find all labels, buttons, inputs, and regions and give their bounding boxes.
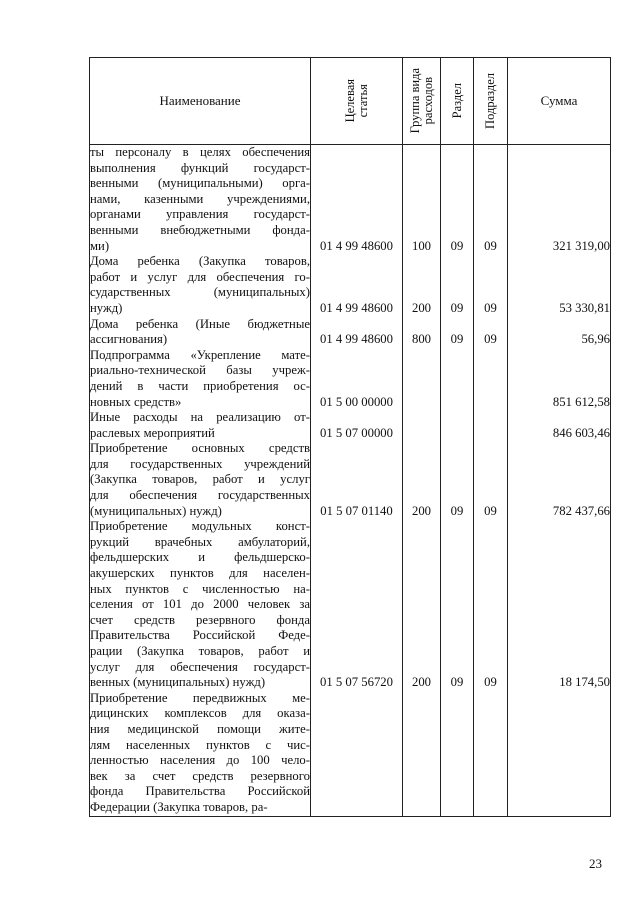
row-name-cell [90, 145, 311, 255]
row-name-cell [90, 348, 311, 410]
row-name-line: венных (муниципальных) нужд) [90, 675, 266, 690]
row-name-line: услуг для обеспечения государст- [90, 659, 310, 674]
row-sum-text: 18 174,50 [559, 675, 610, 690]
row-subsection [474, 145, 508, 255]
row-name-cell [90, 519, 311, 691]
row-expense-group [403, 348, 441, 410]
row-sum [508, 145, 611, 255]
row-subsection [474, 410, 508, 441]
header-expense-group: Группа вида расходов [403, 58, 441, 145]
row-name-line: век за счет средств резервного [90, 768, 310, 783]
row-target-article [311, 410, 403, 441]
row-name-line: для государственных учреждений [90, 456, 310, 471]
row-name-line: ты персоналу в целях обеспечения [90, 145, 310, 159]
row-target-article-text: 01 5 07 01140 [320, 503, 393, 518]
row-section [441, 317, 474, 348]
row-expense-group-text: 100 [411, 238, 432, 253]
row-sum [508, 254, 611, 316]
table-row [90, 254, 611, 316]
row-name-line: лям населенных пунктов с чис- [90, 737, 310, 752]
budget-table [89, 57, 611, 817]
header-sum: Сумма [508, 58, 611, 145]
row-sum [508, 441, 611, 519]
row-expense-group [403, 441, 441, 519]
row-target-article-text: 01 4 99 48600 [320, 238, 393, 253]
header-section: Раздел [441, 58, 474, 145]
row-sum [508, 410, 611, 441]
row-subsection-text: 09 [484, 503, 497, 518]
row-target-article [311, 254, 403, 316]
row-name-line: акушерских пунктов для населен- [90, 566, 310, 581]
row-target-article-text: 01 4 99 48600 [320, 300, 393, 315]
row-target-article-text: 01 5 07 00000 [320, 425, 393, 440]
row-name-line: Дома ребенка (Закупка товаров, [90, 254, 310, 269]
row-section [441, 519, 474, 691]
row-name-line: Приобретение модульных конст- [90, 519, 310, 534]
row-name-line: фельдшерских и фельдшерско- [90, 550, 310, 565]
row-name-line: дицинских комплексов для оказа- [90, 706, 310, 721]
row-name-line: выполнения функций государст- [90, 160, 310, 175]
table-row [90, 519, 611, 691]
row-target-article [311, 691, 403, 816]
header-target-article: Целевая статья [311, 58, 403, 145]
page-number: 23 [589, 856, 602, 871]
row-name-line: сударственных (муниципальных) [90, 285, 310, 300]
row-target-article-text: 01 5 00 00000 [320, 394, 393, 409]
row-subsection-text: 09 [484, 675, 497, 690]
row-name-cell [90, 691, 311, 816]
row-name-line: счет средств резервного фонда [90, 612, 310, 627]
header-subsection: Подраздел [474, 58, 508, 145]
row-expense-group [403, 145, 441, 255]
row-target-article [311, 519, 403, 691]
row-section [441, 348, 474, 410]
row-subsection-text: 09 [484, 332, 497, 347]
row-subsection-text: 09 [484, 238, 497, 253]
row-section-text: 09 [450, 332, 464, 347]
row-name-line: фонда Правительства Российской [90, 784, 310, 799]
row-name-line: венными внебюджетными фонда- [90, 222, 310, 237]
row-name-line: Иные расходы на реализацию от- [90, 410, 310, 425]
row-name-line: селения от 101 до 2000 человек за [90, 597, 310, 612]
row-name-line: работ и услуг для обеспечения го- [90, 269, 310, 284]
table-row [90, 317, 611, 348]
row-section [441, 691, 474, 816]
row-name-line: (Закупка товаров, работ и услуг [90, 472, 310, 487]
row-sum [508, 519, 611, 691]
row-target-article-text: 01 4 99 48600 [320, 332, 393, 347]
row-name-line: (муниципальных) нужд) [90, 503, 222, 518]
row-target-article [311, 145, 403, 255]
row-name-line: венными (муниципальными) орга- [90, 176, 310, 191]
row-expense-group [403, 254, 441, 316]
row-section [441, 441, 474, 519]
row-name-line: ми) [90, 238, 110, 253]
row-sum [508, 317, 611, 348]
row-name-line: раслевых мероприятий [90, 425, 215, 440]
row-sum-text: 851 612,58 [552, 394, 610, 409]
row-name-line: для обеспечения государственных [90, 488, 310, 503]
row-expense-group-text: 200 [411, 300, 432, 315]
row-expense-group [403, 410, 441, 441]
row-sum-text: 321 319,00 [552, 238, 610, 253]
row-name-line: нами, казенными учреждениями, [90, 191, 310, 206]
row-name-line: риально-технической базы учреж- [90, 363, 310, 378]
row-subsection [474, 691, 508, 816]
row-expense-group [403, 317, 441, 348]
row-name-line: ленностью населения до 100 чело- [90, 753, 310, 768]
row-name-line: ных пунктов с численностью на- [90, 581, 310, 596]
row-expense-group-text: 200 [411, 503, 432, 518]
row-sum-text: 782 437,66 [552, 503, 610, 518]
table-row [90, 410, 611, 441]
row-name-line: ассигнования) [90, 332, 168, 347]
row-expense-group [403, 519, 441, 691]
row-subsection [474, 254, 508, 316]
row-name-line: Приобретение передвижных ме- [90, 690, 310, 705]
row-section-text: 09 [450, 300, 464, 315]
row-subsection [474, 317, 508, 348]
row-name-line: рукций врачебных амбулаторий, [90, 534, 310, 549]
row-name-line: органами управления государст- [90, 207, 310, 222]
row-name-line: дений в части приобретения ос- [90, 378, 310, 393]
row-subsection [474, 441, 508, 519]
row-name-line: Приобретение основных средств [90, 441, 310, 456]
row-name-line: ния медицинской помощи жите- [90, 721, 310, 736]
row-name-cell [90, 441, 311, 519]
row-sum [508, 348, 611, 410]
row-name-cell [90, 317, 311, 348]
row-name-cell [90, 254, 311, 316]
row-section-text: 09 [450, 503, 464, 518]
row-expense-group [403, 691, 441, 816]
table-row [90, 145, 611, 255]
row-expense-group-text: 200 [411, 675, 432, 690]
row-target-article [311, 317, 403, 348]
row-name-cell [90, 410, 311, 441]
row-target-article-text: 01 5 07 56720 [320, 675, 393, 690]
header-name: Наименование [90, 58, 311, 145]
table-row [90, 348, 611, 410]
row-target-article [311, 348, 403, 410]
row-section [441, 410, 474, 441]
row-subsection [474, 348, 508, 410]
row-name-line: новных средств» [90, 394, 182, 409]
row-name-line: Правительства Российской Феде- [90, 628, 310, 643]
row-name-line: Подпрограмма «Укрепление мате- [90, 347, 310, 362]
row-sum-text: 846 603,46 [552, 425, 610, 440]
row-section-text: 09 [450, 675, 464, 690]
row-name-line: рации (Закупка товаров, работ и [90, 644, 310, 658]
row-sum-text: 53 330,81 [559, 300, 610, 315]
table-header-row [90, 58, 611, 145]
row-section [441, 254, 474, 316]
table-row [90, 441, 611, 519]
row-expense-group-text: 800 [411, 332, 432, 347]
row-name-line: нужд) [90, 300, 123, 315]
table-row [90, 691, 611, 816]
row-subsection-text: 09 [484, 300, 497, 315]
row-sum [508, 691, 611, 816]
row-name-line: Федерации (Закупка товаров, ра- [90, 799, 268, 814]
row-subsection [474, 519, 508, 691]
row-section-text: 09 [450, 238, 464, 253]
row-name-line: Дома ребенка (Иные бюджетные [90, 316, 310, 331]
row-sum-text: 56,96 [581, 332, 610, 347]
row-section [441, 145, 474, 255]
row-target-article [311, 441, 403, 519]
